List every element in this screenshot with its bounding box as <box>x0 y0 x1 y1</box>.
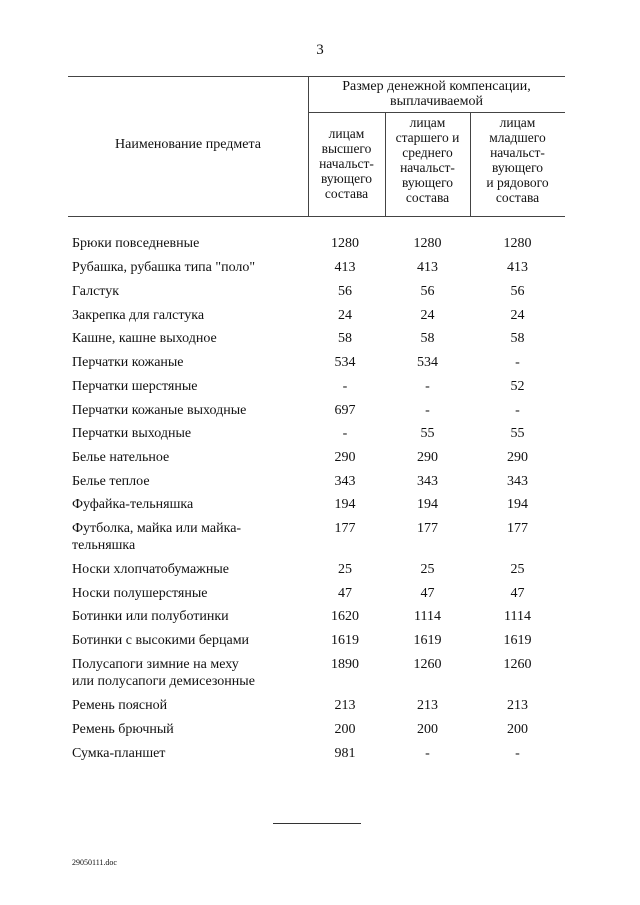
item-name-line: Перчатки выходные <box>72 426 192 441</box>
amount-col3: - <box>515 403 520 418</box>
amount-col2: 55 <box>420 426 435 441</box>
item-name-line: Футболка, майка или майка- <box>72 521 242 536</box>
col3-header-line: младшего <box>489 130 546 145</box>
amount-col1: 697 <box>334 403 356 418</box>
item-name <box>72 449 307 466</box>
amount-col3: - <box>515 355 520 370</box>
item-name-line: Белье нательное <box>72 450 170 465</box>
document-filename: 29050111.doc <box>72 858 117 867</box>
amount-col3: 343 <box>507 474 528 489</box>
item-name-line: тельняшка <box>72 538 136 553</box>
item-name-line: Ремень брючный <box>72 722 174 737</box>
col1-header-line: лицам <box>328 126 365 141</box>
amount-col3: 177 <box>507 521 528 536</box>
amount-col3: 1619 <box>503 633 532 648</box>
amount-col2: 534 <box>417 355 438 370</box>
amount-col1: 213 <box>334 698 356 713</box>
amount-col2: 213 <box>417 698 438 713</box>
amount-col1: 58 <box>338 331 352 346</box>
col2-header-line: среднего <box>402 145 453 160</box>
amount-col1: 413 <box>334 260 356 275</box>
item-name <box>72 561 307 578</box>
amount-col1: 200 <box>334 722 356 737</box>
col1-header-line: начальст- <box>319 156 374 171</box>
item-name-line: Ремень поясной <box>72 698 168 713</box>
col3-header-line: состава <box>495 190 540 205</box>
item-name-line: Перчатки шерстяные <box>72 379 198 394</box>
col2-header-line: состава <box>405 190 450 205</box>
amount-col2: 290 <box>417 450 438 465</box>
amount-col2: 56 <box>420 284 435 299</box>
item-name <box>72 496 307 513</box>
amount-col3: 24 <box>510 308 525 323</box>
item-name-line: Фуфайка-тельняшка <box>72 497 194 512</box>
amount-col3: 290 <box>507 450 528 465</box>
item-name <box>72 354 307 371</box>
amount-col3: 213 <box>507 698 528 713</box>
amount-col2: 1280 <box>413 236 442 251</box>
col2-header-line: начальст- <box>400 160 455 175</box>
amount-col2: 24 <box>420 308 435 323</box>
amount-col2: 1114 <box>414 609 441 624</box>
item-name-line: Носки хлопчатобумажные <box>72 562 229 577</box>
amount-col1: 25 <box>338 562 352 577</box>
amount-col1: - <box>342 426 348 441</box>
col2-header-line: старшего и <box>395 130 460 145</box>
header-bottom-rule <box>68 216 565 217</box>
amount-col2: 177 <box>417 521 438 536</box>
item-name-line: Ботинки или полуботинки <box>72 609 229 624</box>
col1-header-line: состава <box>324 186 369 201</box>
group-header-line2: выплачиваемой <box>390 94 483 109</box>
item-name-line: Перчатки кожаные <box>72 355 184 370</box>
amount-col2: 200 <box>417 722 438 737</box>
amount-col1: 177 <box>334 521 356 536</box>
col3-header-line: и рядового <box>486 175 549 190</box>
group-header-title <box>308 79 565 109</box>
amount-col2: 413 <box>417 260 438 275</box>
page-number: 3 <box>316 42 324 58</box>
amount-col1: 1619 <box>331 633 359 648</box>
amount-col2: 1619 <box>413 633 442 648</box>
amount-col2: - <box>425 379 430 394</box>
table-top-rule <box>68 76 565 77</box>
col3-header-line: лицам <box>499 115 536 130</box>
amount-col2: 194 <box>417 497 438 512</box>
amount-col1: 290 <box>334 450 356 465</box>
col1-header-line: высшего <box>321 141 372 156</box>
item-name-line: Кашне, кашне выходное <box>72 331 217 346</box>
amount-col3: 52 <box>510 379 525 394</box>
item-name <box>72 745 307 762</box>
item-name <box>72 378 307 395</box>
amount-col3: 1114 <box>504 609 531 624</box>
amount-col3: 413 <box>507 260 528 275</box>
item-name-line: Галстук <box>72 284 120 299</box>
amount-col1: 1890 <box>331 657 359 672</box>
col2-header-line: вующего <box>401 175 454 190</box>
amount-col2: 343 <box>417 474 438 489</box>
item-name <box>72 307 307 324</box>
footer-rule <box>273 823 361 824</box>
amount-col1: 1280 <box>331 236 359 251</box>
amount-col2: - <box>425 746 430 761</box>
item-name-line: Полусапоги зимние на меху <box>72 657 239 672</box>
item-name <box>72 330 307 347</box>
amount-col3: 25 <box>510 562 525 577</box>
amount-col3: 58 <box>510 331 525 346</box>
amount-col2: 1260 <box>413 657 442 672</box>
amount-col3: 56 <box>510 284 525 299</box>
item-name <box>72 656 307 690</box>
item-name <box>72 632 307 649</box>
col3-header <box>470 115 565 205</box>
amount-col3: 1280 <box>503 236 532 251</box>
amount-col1: 534 <box>334 355 356 370</box>
item-name <box>72 721 307 738</box>
amount-col3: 200 <box>507 722 528 737</box>
item-name <box>72 425 307 442</box>
amount-col1: - <box>342 379 348 394</box>
amount-col3: 55 <box>510 426 525 441</box>
group-header-rule <box>308 112 565 113</box>
item-name-line: Брюки повседневные <box>72 236 200 251</box>
item-name-line: Носки полушерстяные <box>72 586 208 601</box>
col3-header-line: вующего <box>491 160 544 175</box>
item-name <box>72 697 307 714</box>
item-name <box>72 608 307 625</box>
amount-col2: 47 <box>420 586 435 601</box>
amount-col3: - <box>515 746 520 761</box>
col1-header <box>308 126 385 201</box>
item-name-line: Закрепка для галстука <box>72 308 205 323</box>
item-name <box>72 259 307 276</box>
col2-header-line: лицам <box>409 115 446 130</box>
amount-col1: 47 <box>338 586 352 601</box>
item-name-line: или полусапоги демисезонные <box>72 674 255 689</box>
amount-col1: 343 <box>334 474 356 489</box>
item-name-line: Рубашка, рубашка типа "поло" <box>72 260 256 275</box>
item-name-line: Сумка-планшет <box>72 746 166 761</box>
amount-col1: 194 <box>334 497 356 512</box>
amount-col1: 981 <box>334 746 356 761</box>
amount-col3: 47 <box>510 586 525 601</box>
amount-col2: - <box>425 403 430 418</box>
amount-col1: 56 <box>338 284 352 299</box>
amount-col3: 194 <box>507 497 528 512</box>
amount-col1: 1620 <box>331 609 359 624</box>
col3-header-line: начальст- <box>490 145 545 160</box>
item-name <box>72 473 307 490</box>
item-name <box>72 585 307 602</box>
item-name <box>72 402 307 419</box>
amount-col3: 1260 <box>503 657 532 672</box>
name-column-header: Наименование предмета <box>115 137 261 152</box>
col1-header-line: вующего <box>320 171 373 186</box>
group-header-line1: Размер денежной компенсации, <box>342 79 531 94</box>
amount-col2: 58 <box>420 331 435 346</box>
item-name <box>72 520 307 554</box>
item-name-line: Перчатки кожаные выходные <box>72 403 247 418</box>
amount-col2: 25 <box>420 562 435 577</box>
amount-col1: 24 <box>338 308 352 323</box>
item-name-line: Белье теплое <box>72 474 150 489</box>
col2-header <box>385 115 470 205</box>
item-name <box>72 283 307 300</box>
item-name-line: Ботинки с высокими берцами <box>72 633 250 648</box>
item-name <box>72 235 307 252</box>
